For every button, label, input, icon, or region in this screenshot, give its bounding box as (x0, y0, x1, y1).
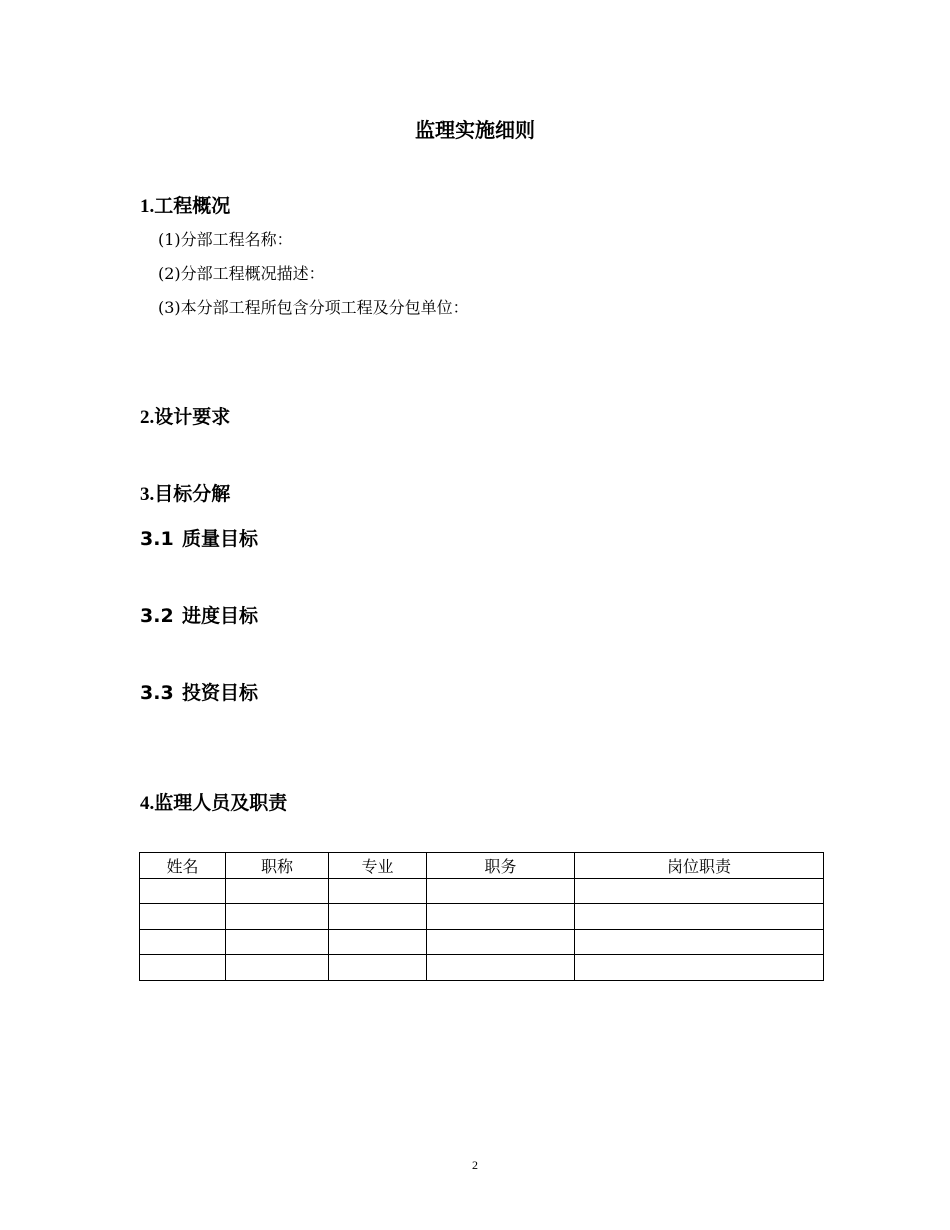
section-4-title: 监理人员及职责 (154, 792, 288, 814)
section-2-heading (140, 402, 230, 429)
table-cell (329, 904, 427, 930)
page-title: 监理实施细则 (415, 118, 535, 142)
table-row (140, 904, 824, 930)
table-cell (226, 929, 329, 955)
section-1-item-2: (2)分部工程概况描述： (158, 264, 325, 283)
table-cell (427, 904, 575, 930)
section-3-title: 目标分解 (154, 483, 231, 505)
section-3-heading (140, 479, 230, 506)
subsection-3-1-title: 质量目标 (182, 528, 259, 550)
section-4-heading (140, 788, 287, 815)
subsection-3-3-title: 投资目标 (182, 682, 259, 704)
table-cell (575, 955, 824, 981)
page-number: 2 (472, 1158, 478, 1172)
table-row (140, 955, 824, 981)
column-header-name: 姓名 (140, 853, 226, 879)
table-row (140, 929, 824, 955)
table-cell (226, 878, 329, 904)
section-1-title: 工程概况 (154, 195, 231, 217)
table-cell (427, 955, 575, 981)
table-cell (329, 878, 427, 904)
column-header-position: 职务 (427, 853, 575, 879)
subsection-3-2-heading (140, 601, 258, 628)
table-cell (226, 904, 329, 930)
table-cell (140, 904, 226, 930)
table-cell (140, 878, 226, 904)
subsection-3-1-heading (140, 524, 258, 551)
section-1-heading (140, 191, 230, 218)
section-1-number: 1. (140, 196, 155, 217)
section-1-item-1: (1)分部工程名称： (158, 230, 293, 249)
column-header-specialty: 专业 (329, 853, 427, 879)
table-cell (575, 878, 824, 904)
column-header-title: 职称 (226, 853, 329, 879)
subsection-3-3-number: 3.3 (140, 682, 174, 704)
section-3-number: 3. (140, 484, 155, 505)
subsection-3-2-number: 3.2 (140, 605, 174, 627)
table-cell (329, 955, 427, 981)
staff-table (139, 852, 824, 981)
section-1-item-3: (3)本分部工程所包含分项工程及分包单位： (158, 298, 469, 317)
table-header-row (140, 853, 824, 879)
table-cell (427, 929, 575, 955)
table-cell (575, 929, 824, 955)
subsection-3-1-number: 3.1 (140, 528, 174, 550)
section-2-title: 设计要求 (154, 406, 231, 428)
section-2-number: 2. (140, 407, 155, 428)
table-cell (329, 929, 427, 955)
table-cell (226, 955, 329, 981)
section-4-number: 4. (140, 793, 155, 814)
subsection-3-2-title: 进度目标 (182, 605, 259, 627)
table-cell (575, 904, 824, 930)
table-row (140, 878, 824, 904)
subsection-3-3-heading (140, 678, 258, 705)
column-header-duties: 岗位职责 (575, 853, 824, 879)
table-cell (140, 955, 226, 981)
table-cell (427, 878, 575, 904)
table-cell (140, 929, 226, 955)
